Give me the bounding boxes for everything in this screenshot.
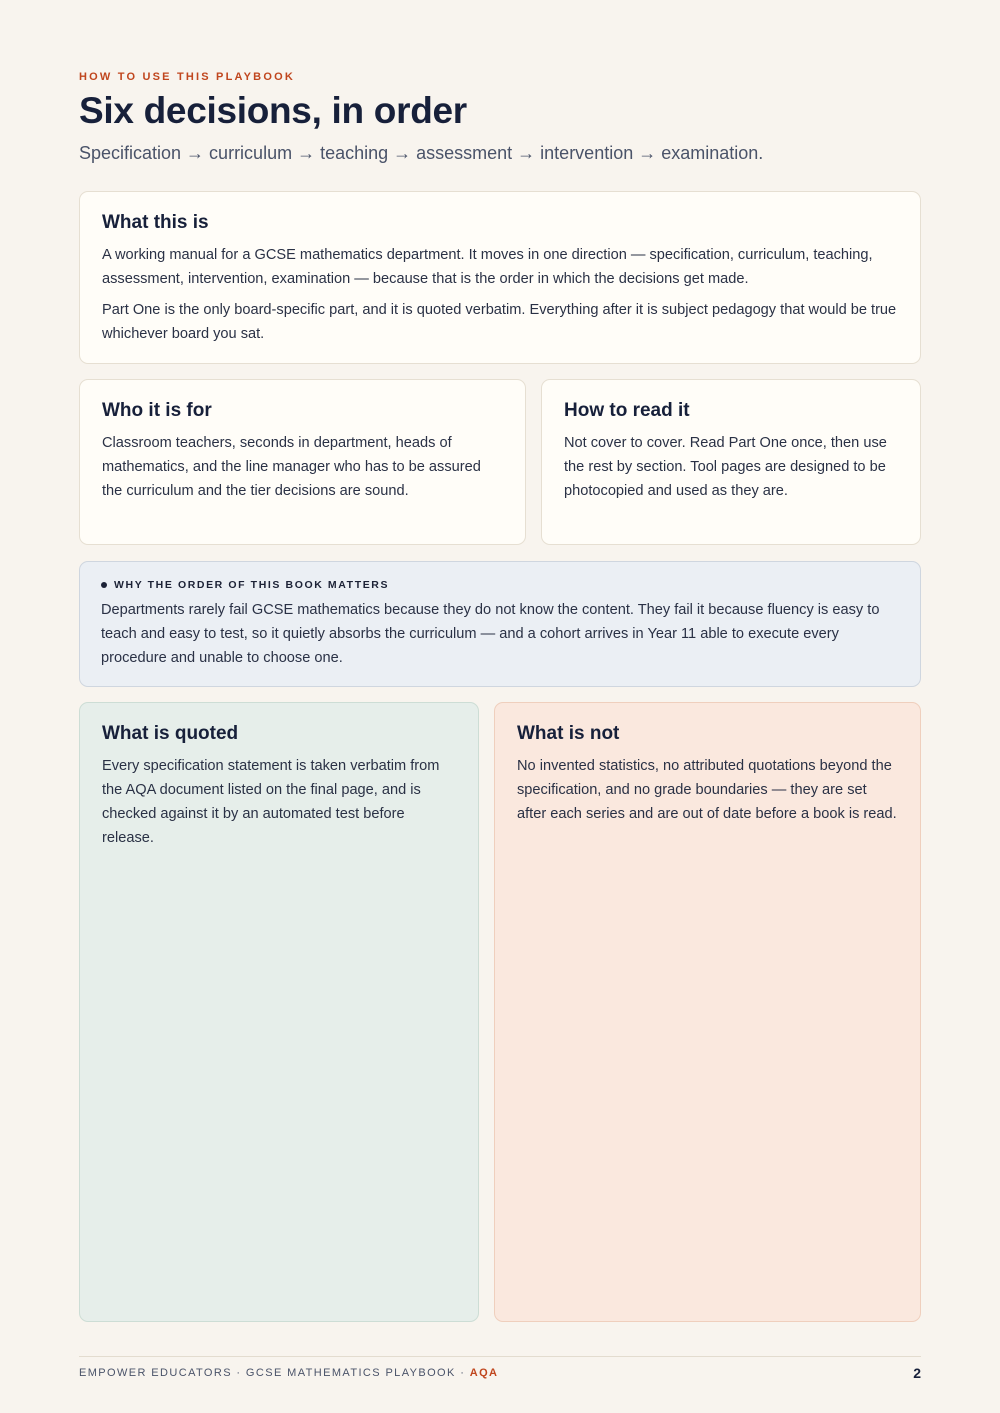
page-title: Six decisions, in order — [79, 90, 467, 131]
what-is-not-card — [494, 702, 921, 1322]
what-this-is-heading: What this is — [102, 212, 209, 233]
page-subtitle: Specification → curriculum → teaching → assessment → intervention → examination. — [79, 143, 764, 163]
callout-label-text: WHY THE ORDER OF THIS BOOK MATTERS — [114, 579, 390, 591]
who-it-is-for-body: Classroom teachers, seconds in department, heads of mathematics, and the line manager who has to be assured the curriculum and the tier decisions are sound. — [102, 435, 481, 499]
what-is-not-heading: What is not — [517, 723, 620, 744]
how-to-read-body: Not cover to cover. Read Part One once, then use the rest by section. Tool pages are designed to be photocopied and used as they are. — [564, 435, 887, 499]
what-this-is-card — [79, 191, 921, 364]
eyebrow-label: HOW TO USE THIS PLAYBOOK — [79, 71, 295, 83]
who-it-is-for-card — [79, 379, 526, 545]
order-callout — [79, 561, 921, 687]
what-is-quoted-card — [79, 702, 479, 1322]
how-to-read-card — [541, 379, 921, 545]
callout-body: Departments rarely fail GCSE mathematics because they do not know the content. They fail it because fluency is easy to teach and easy to test, so it quietly absorbs the curriculum — and a cohort arrives in Year 11 able to execute every procedure and unable to choose one. — [101, 602, 880, 666]
how-to-read-heading: How to read it — [564, 400, 690, 421]
what-this-is-para-2: Part One is the only board-specific part, and it is quoted verbatim. Everything after it is subject pedagogy that would be true whichever board you sat. — [102, 302, 897, 342]
what-is-quoted-heading: What is quoted — [102, 723, 239, 744]
who-it-is-for-heading: Who it is for — [102, 400, 212, 421]
footer-title-text: EMPOWER EDUCATORS · GCSE MATHEMATICS PLAYBOOK · — [79, 1367, 470, 1379]
page-number: 2 — [913, 1365, 921, 1381]
bullet-dot-icon — [101, 582, 107, 588]
what-this-is-para-1: A working manual for a GCSE mathematics department. It moves in one direction — specification, curriculum, teaching, assessment, intervention, examination — because that is the order in which the decisions get made. — [102, 247, 873, 287]
footer-divider — [79, 1356, 921, 1357]
what-is-quoted-body: Every specification statement is taken verbatim from the AQA document listed on the final page, and is checked against it by an automated test before release. — [102, 758, 440, 846]
footer-board: AQA — [469, 1367, 499, 1379]
callout-label — [101, 579, 899, 591]
what-is-not-body: No invented statistics, no attributed quotations beyond the specification, and no grade boundaries — they are set after each series and are out of date before a book is read. — [517, 758, 897, 822]
footer-running-title — [79, 1367, 498, 1379]
